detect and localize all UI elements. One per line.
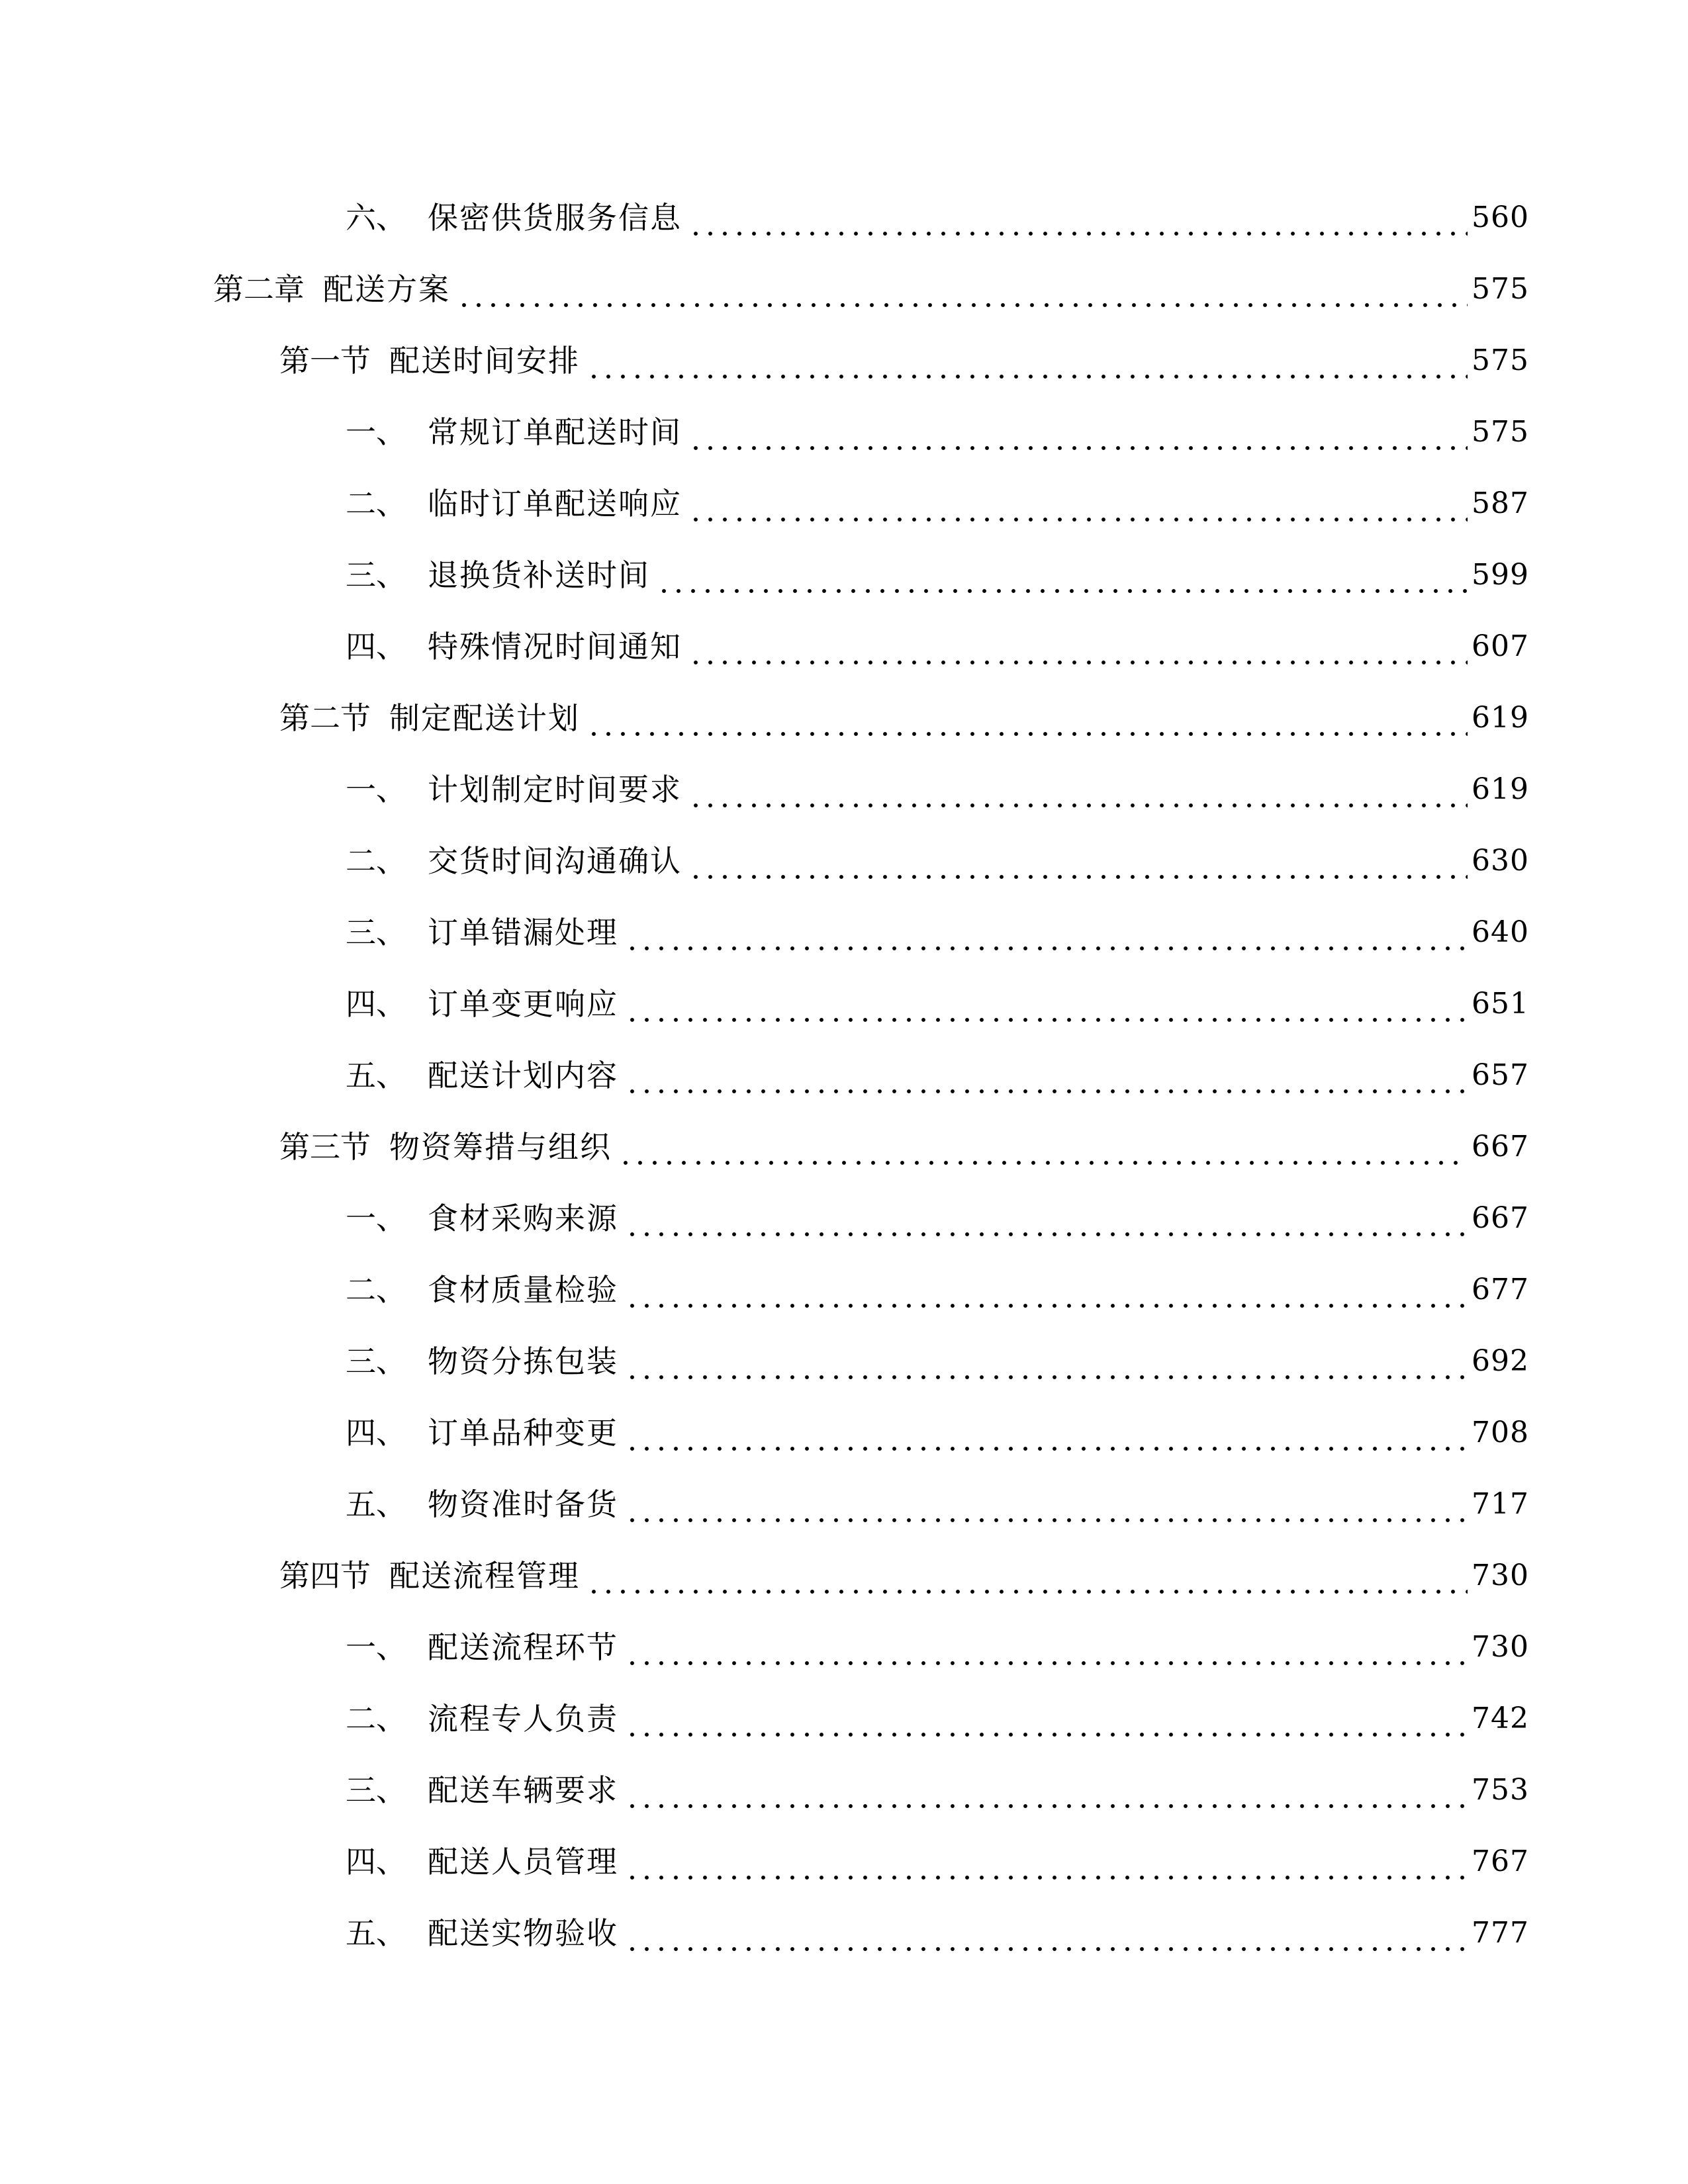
- toc-entry-title: 物资筹措与组织: [389, 1129, 612, 1165]
- toc-entry-title: 特殊情况时间通知: [428, 629, 682, 664]
- toc-entry-number: 一、: [346, 1629, 406, 1665]
- toc-entry-title: 交货时间沟通确认: [428, 843, 682, 879]
- toc-entry-number: 第一节: [279, 343, 371, 379]
- toc-entry-number: 第三节: [279, 1129, 371, 1165]
- toc-entry-page-number: 587: [1472, 486, 1529, 520]
- toc-entry-title: 订单变更响应: [428, 986, 618, 1022]
- toc-entry-page-number: 730: [1472, 1559, 1529, 1592]
- dot-leader: [688, 191, 1468, 244]
- toc-entry-title: 配送实物验收: [428, 1915, 618, 1951]
- dot-leader: [586, 1549, 1468, 1602]
- toc-entry-number: 第二章: [213, 271, 305, 307]
- toc-entry-page-number: 630: [1472, 844, 1529, 878]
- dot-leader: [688, 406, 1468, 459]
- toc-entry-title: 退换货补送时间: [428, 557, 650, 593]
- toc-entry[interactable]: [346, 1263, 1529, 1316]
- toc-entry-page-number: 560: [1472, 201, 1529, 234]
- toc-entry[interactable]: [279, 1120, 1529, 1173]
- toc-entry-title: 物资准时备货: [428, 1486, 618, 1522]
- toc-entry-title: 配送流程环节: [428, 1629, 618, 1665]
- toc-entry-number: 一、: [346, 1201, 406, 1236]
- toc-entry-number: 四、: [346, 986, 406, 1022]
- dot-leader: [625, 1049, 1468, 1102]
- toc-entry-page-number: 607: [1472, 629, 1529, 663]
- toc-entry[interactable]: [346, 1406, 1529, 1459]
- toc-entry-page-number: 640: [1472, 915, 1529, 949]
- toc-entry[interactable]: [346, 191, 1529, 244]
- toc-entry-number: 第二节: [279, 700, 371, 736]
- toc-entry[interactable]: [346, 1335, 1529, 1388]
- toc-entry-number: 第四节: [279, 1558, 371, 1594]
- dot-leader: [625, 1192, 1468, 1245]
- dot-leader: [625, 1621, 1468, 1674]
- toc-entry-title: 物资分拣包装: [428, 1343, 618, 1379]
- toc-entry[interactable]: [346, 620, 1529, 673]
- toc-entry[interactable]: [279, 692, 1529, 745]
- dot-leader: [625, 1692, 1468, 1745]
- toc-entry[interactable]: [346, 1835, 1529, 1888]
- toc-entry-number: 一、: [346, 414, 406, 450]
- toc-entry-title: 配送车辆要求: [428, 1772, 618, 1808]
- dot-leader: [625, 1406, 1468, 1459]
- toc-entry-page-number: 742: [1472, 1702, 1529, 1735]
- toc-entry-number: 二、: [346, 1272, 406, 1308]
- toc-entry-number: 三、: [346, 1343, 406, 1379]
- toc-entry[interactable]: [213, 263, 1529, 316]
- dot-leader: [625, 1335, 1468, 1388]
- dot-leader: [625, 1835, 1468, 1888]
- dot-leader: [688, 763, 1468, 816]
- toc-entry-page-number: 575: [1472, 272, 1529, 306]
- toc-entry-number: 四、: [346, 1844, 406, 1880]
- toc-entry-title: 配送方案: [323, 271, 450, 307]
- toc-entry[interactable]: [346, 1907, 1529, 1960]
- toc-entry[interactable]: [279, 1549, 1529, 1602]
- toc-entry[interactable]: [346, 835, 1529, 887]
- dot-leader: [625, 906, 1468, 959]
- toc-entry[interactable]: [279, 334, 1529, 387]
- toc-entry[interactable]: [346, 1621, 1529, 1674]
- toc-entry-title: 订单错漏处理: [428, 915, 618, 950]
- toc-entry-page-number: 777: [1472, 1916, 1529, 1950]
- toc-entry-title: 临时订单配送响应: [428, 486, 682, 522]
- toc-entry[interactable]: [346, 978, 1529, 1030]
- dot-leader: [688, 477, 1468, 530]
- toc-entry-page-number: 767: [1472, 1844, 1529, 1878]
- toc-entry-number: 五、: [346, 1486, 406, 1522]
- toc-entry-number: 四、: [346, 629, 406, 664]
- toc-entry-title: 配送计划内容: [428, 1058, 618, 1093]
- toc-entry[interactable]: [346, 1049, 1529, 1102]
- toc-entry-page-number: 692: [1472, 1344, 1529, 1378]
- toc-entry-page-number: 651: [1472, 987, 1529, 1021]
- toc-entry[interactable]: [346, 1764, 1529, 1817]
- toc-entry-page-number: 667: [1472, 1201, 1529, 1235]
- toc-entry-number: 二、: [346, 486, 406, 522]
- dot-leader: [586, 692, 1468, 745]
- toc-entry-title: 配送人员管理: [428, 1844, 618, 1880]
- toc-entry-number: 三、: [346, 1772, 406, 1808]
- toc-entry-number: 四、: [346, 1415, 406, 1451]
- dot-leader: [618, 1120, 1468, 1173]
- dot-leader: [625, 1263, 1468, 1316]
- toc-entry-page-number: 730: [1472, 1630, 1529, 1664]
- dot-leader: [688, 835, 1468, 887]
- toc-entry-page-number: 753: [1472, 1773, 1529, 1807]
- toc-entry-page-number: 667: [1472, 1130, 1529, 1163]
- toc-entry-page-number: 657: [1472, 1058, 1529, 1092]
- toc-entry-page-number: 575: [1472, 343, 1529, 377]
- toc-entry[interactable]: [346, 477, 1529, 530]
- toc-entry[interactable]: [346, 1478, 1529, 1531]
- toc-entry-title: 配送流程管理: [389, 1558, 580, 1594]
- dot-leader: [586, 334, 1468, 387]
- toc-entry-title: 常规订单配送时间: [428, 414, 682, 450]
- toc-entry[interactable]: [346, 1692, 1529, 1745]
- dot-leader: [625, 1907, 1468, 1960]
- dot-leader: [688, 620, 1468, 673]
- dot-leader: [625, 1764, 1468, 1817]
- toc-entry-page-number: 599: [1472, 558, 1529, 592]
- toc-entry-page-number: 619: [1472, 772, 1529, 806]
- toc-entry-page-number: 717: [1472, 1487, 1529, 1521]
- dot-leader: [625, 1478, 1468, 1531]
- toc-entry-title: 制定配送计划: [389, 700, 580, 736]
- toc-entry-number: 二、: [346, 1701, 406, 1737]
- toc-entry-number: 五、: [346, 1915, 406, 1951]
- dot-leader: [625, 978, 1468, 1030]
- toc-entry-title: 食材质量检验: [428, 1272, 618, 1308]
- toc-entry-number: 一、: [346, 772, 406, 807]
- toc-entry-page-number: 677: [1472, 1273, 1529, 1306]
- toc-entry-number: 三、: [346, 557, 406, 593]
- toc-entry-title: 食材采购来源: [428, 1201, 618, 1236]
- toc-entry-title: 保密供货服务信息: [428, 200, 682, 236]
- toc-entry-title: 流程专人负责: [428, 1701, 618, 1737]
- toc-entry-number: 二、: [346, 843, 406, 879]
- toc-entry-number: 五、: [346, 1058, 406, 1093]
- toc-entry[interactable]: [346, 906, 1529, 959]
- dot-leader: [457, 263, 1468, 316]
- toc-entry-title: 订单品种变更: [428, 1415, 618, 1451]
- toc-entry[interactable]: [346, 763, 1529, 816]
- dot-leader: [657, 549, 1468, 602]
- toc-entry-title: 配送时间安排: [389, 343, 580, 379]
- toc-entry-number: 三、: [346, 915, 406, 950]
- toc-entry[interactable]: [346, 406, 1529, 459]
- toc-entry-page-number: 575: [1472, 415, 1529, 449]
- toc-entry-number: 六、: [346, 200, 406, 236]
- toc-entry-page-number: 619: [1472, 701, 1529, 735]
- toc-entry[interactable]: [346, 1192, 1529, 1245]
- toc-entry-title: 计划制定时间要求: [428, 772, 682, 807]
- toc-entry-page-number: 708: [1472, 1416, 1529, 1449]
- toc-entry[interactable]: [346, 549, 1529, 602]
